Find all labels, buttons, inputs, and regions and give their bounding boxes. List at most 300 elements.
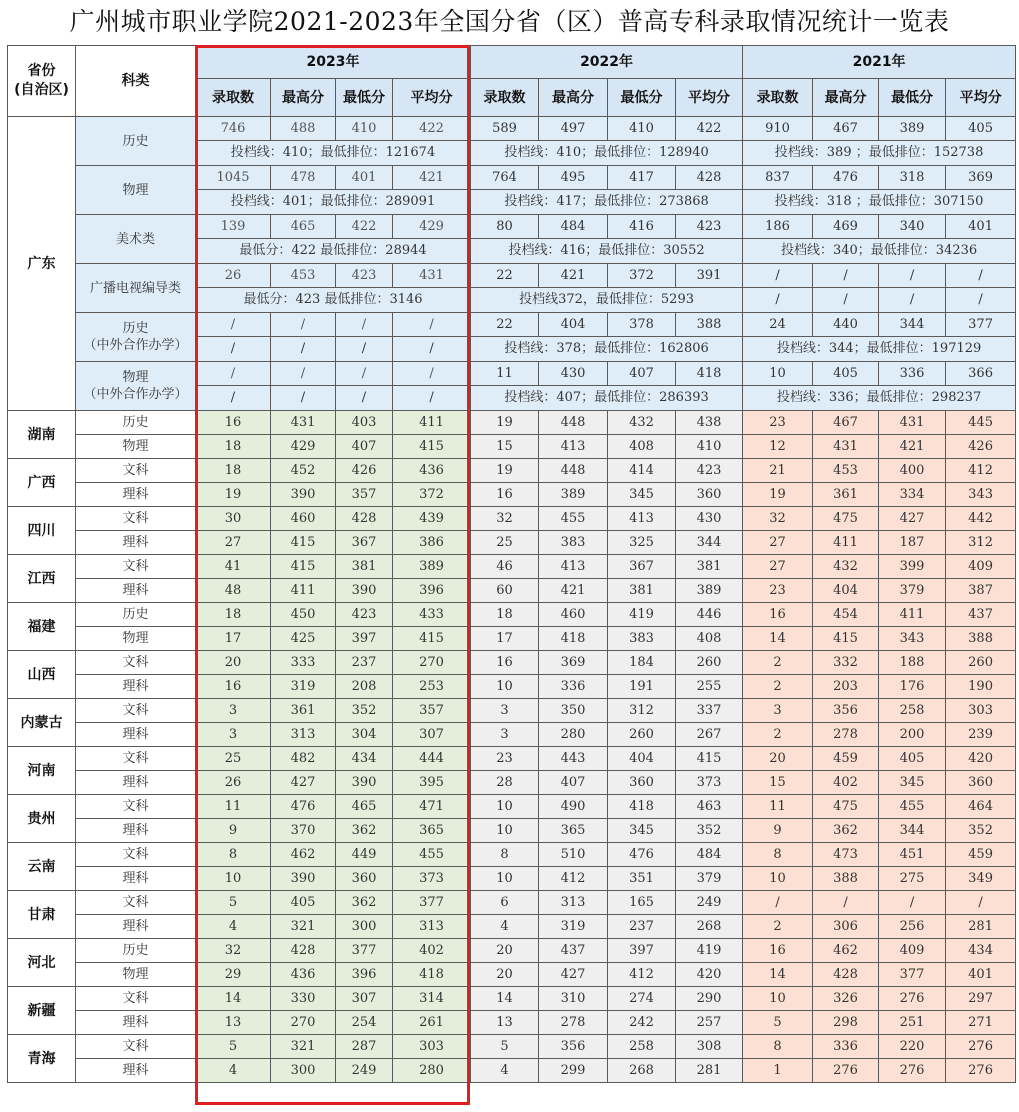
value-cell: 253 bbox=[393, 675, 471, 699]
table-row bbox=[8, 603, 1016, 627]
value-cell: 388 bbox=[813, 867, 879, 891]
value-cell: 452 bbox=[271, 459, 336, 483]
value-cell: 46 bbox=[471, 555, 539, 579]
value-cell: 421 bbox=[539, 264, 608, 288]
value-cell: 415 bbox=[271, 555, 336, 579]
note-cell-2022: 投档线：410；最低排位：128940 bbox=[471, 141, 743, 166]
value-cell: 437 bbox=[946, 603, 1016, 627]
value-cell: 1045 bbox=[196, 166, 271, 190]
value-cell: 281 bbox=[676, 1059, 743, 1083]
table-row bbox=[8, 166, 1016, 190]
value-cell: 444 bbox=[393, 747, 471, 771]
value-cell: 437 bbox=[539, 939, 608, 963]
value-cell: 478 bbox=[271, 166, 336, 190]
value-cell: 4 bbox=[471, 915, 539, 939]
province-cell: 山西 bbox=[8, 651, 76, 699]
province-cell: 江西 bbox=[8, 555, 76, 603]
value-cell: 431 bbox=[271, 411, 336, 435]
province-cell: 新疆 bbox=[8, 987, 76, 1035]
value-cell: 451 bbox=[879, 843, 946, 867]
category-cell: 文科 bbox=[76, 987, 196, 1011]
value-cell: 249 bbox=[676, 891, 743, 915]
value-cell: 488 bbox=[271, 117, 336, 141]
value-cell: 80 bbox=[471, 215, 539, 239]
value-cell: 20 bbox=[471, 963, 539, 987]
value-cell: 367 bbox=[608, 555, 676, 579]
value-cell: 428 bbox=[336, 507, 393, 531]
value-cell: / bbox=[393, 337, 471, 362]
value-cell: 1 bbox=[743, 1059, 813, 1083]
value-cell: 321 bbox=[271, 1035, 336, 1059]
category-cell: 历史 bbox=[76, 939, 196, 963]
value-cell: 278 bbox=[813, 723, 879, 747]
value-cell: 426 bbox=[946, 435, 1016, 459]
value-cell: 2 bbox=[743, 723, 813, 747]
value-cell: 307 bbox=[393, 723, 471, 747]
value-cell: 280 bbox=[539, 723, 608, 747]
table-row bbox=[8, 411, 1016, 435]
category-cell: 理科 bbox=[76, 675, 196, 699]
value-cell: 454 bbox=[813, 603, 879, 627]
table-row bbox=[8, 915, 1016, 939]
value-cell: 436 bbox=[393, 459, 471, 483]
value-cell: 418 bbox=[393, 963, 471, 987]
value-cell: 336 bbox=[813, 1035, 879, 1059]
value-cell: 326 bbox=[813, 987, 879, 1011]
note-cell-2023: 投档线：410；最低排位：121674 bbox=[196, 141, 471, 166]
value-cell: 19 bbox=[196, 483, 271, 507]
header-metric-3: 平均分 bbox=[946, 79, 1016, 117]
value-cell: 476 bbox=[271, 795, 336, 819]
value-cell: 415 bbox=[393, 627, 471, 651]
value-cell: 391 bbox=[676, 264, 743, 288]
value-cell: 418 bbox=[676, 362, 743, 386]
value-cell: 306 bbox=[813, 915, 879, 939]
value-cell: 409 bbox=[946, 555, 1016, 579]
value-cell: 455 bbox=[879, 795, 946, 819]
value-cell: 14 bbox=[743, 627, 813, 651]
value-cell: 10 bbox=[743, 362, 813, 386]
note-cell-2021: 投档线：344；最低排位：197129 bbox=[743, 337, 1016, 362]
value-cell: 369 bbox=[539, 651, 608, 675]
value-cell: 402 bbox=[813, 771, 879, 795]
value-cell: 239 bbox=[946, 723, 1016, 747]
value-cell: 415 bbox=[813, 627, 879, 651]
value-cell: 276 bbox=[946, 1059, 1016, 1083]
value-cell: / bbox=[393, 313, 471, 337]
value-cell: 300 bbox=[271, 1059, 336, 1083]
value-cell: / bbox=[813, 891, 879, 915]
value-cell: 9 bbox=[743, 819, 813, 843]
value-cell: 411 bbox=[813, 531, 879, 555]
value-cell: 344 bbox=[676, 531, 743, 555]
header-metric-2: 最低分 bbox=[608, 79, 676, 117]
value-cell: 10 bbox=[743, 867, 813, 891]
value-cell: / bbox=[879, 288, 946, 313]
value-cell: 3 bbox=[743, 699, 813, 723]
value-cell: 429 bbox=[271, 435, 336, 459]
value-cell: 268 bbox=[676, 915, 743, 939]
value-cell: 413 bbox=[539, 435, 608, 459]
category-cell: 理科 bbox=[76, 915, 196, 939]
value-cell: 399 bbox=[879, 555, 946, 579]
value-cell: 276 bbox=[946, 1035, 1016, 1059]
value-cell: / bbox=[743, 288, 813, 313]
value-cell: 415 bbox=[393, 435, 471, 459]
value-cell: 357 bbox=[336, 483, 393, 507]
note-cell-2021: 投档线：318 ；最低排位：307150 bbox=[743, 190, 1016, 215]
value-cell: 423 bbox=[336, 264, 393, 288]
value-cell: 23 bbox=[743, 579, 813, 603]
value-cell: 414 bbox=[608, 459, 676, 483]
header-metric-0: 录取数 bbox=[471, 79, 539, 117]
value-cell: 411 bbox=[393, 411, 471, 435]
value-cell: 278 bbox=[539, 1011, 608, 1035]
table-row bbox=[8, 939, 1016, 963]
value-cell: 464 bbox=[946, 795, 1016, 819]
value-cell: 303 bbox=[946, 699, 1016, 723]
value-cell: 381 bbox=[336, 555, 393, 579]
value-cell: 467 bbox=[813, 117, 879, 141]
province-cell: 河北 bbox=[8, 939, 76, 987]
value-cell: 318 bbox=[879, 166, 946, 190]
header-category: 科类 bbox=[76, 46, 196, 117]
value-cell: 299 bbox=[539, 1059, 608, 1083]
table-row bbox=[8, 699, 1016, 723]
category-cell: 物理 bbox=[76, 435, 196, 459]
value-cell: 5 bbox=[196, 1035, 271, 1059]
value-cell: / bbox=[196, 337, 271, 362]
value-cell: 188 bbox=[879, 651, 946, 675]
value-cell: 16 bbox=[471, 651, 539, 675]
value-cell: 260 bbox=[676, 651, 743, 675]
value-cell: 427 bbox=[271, 771, 336, 795]
value-cell: / bbox=[813, 288, 879, 313]
value-cell: 475 bbox=[813, 507, 879, 531]
value-cell: 420 bbox=[946, 747, 1016, 771]
value-cell: 427 bbox=[539, 963, 608, 987]
value-cell: 27 bbox=[743, 555, 813, 579]
value-cell: / bbox=[336, 386, 393, 411]
table-row bbox=[8, 723, 1016, 747]
value-cell: 11 bbox=[471, 362, 539, 386]
header-metric-0: 录取数 bbox=[743, 79, 813, 117]
value-cell: 764 bbox=[471, 166, 539, 190]
value-cell: 420 bbox=[676, 963, 743, 987]
value-cell: 325 bbox=[608, 531, 676, 555]
category-cell: 物理 （中外合作办学） bbox=[76, 362, 196, 411]
value-cell: 396 bbox=[393, 579, 471, 603]
value-cell: 32 bbox=[471, 507, 539, 531]
value-cell: 6 bbox=[471, 891, 539, 915]
value-cell: 343 bbox=[879, 627, 946, 651]
value-cell: 352 bbox=[676, 819, 743, 843]
value-cell: 459 bbox=[813, 747, 879, 771]
header-province: 省份 (自治区) bbox=[8, 46, 76, 117]
value-cell: 404 bbox=[813, 579, 879, 603]
value-cell: 418 bbox=[539, 627, 608, 651]
value-cell: 484 bbox=[539, 215, 608, 239]
value-cell: / bbox=[946, 264, 1016, 288]
value-cell: 379 bbox=[879, 579, 946, 603]
province-cell: 广西 bbox=[8, 459, 76, 507]
province-cell: 青海 bbox=[8, 1035, 76, 1083]
value-cell: 165 bbox=[608, 891, 676, 915]
value-cell: 23 bbox=[743, 411, 813, 435]
value-cell: 344 bbox=[879, 819, 946, 843]
value-cell: 3 bbox=[471, 699, 539, 723]
value-cell: 261 bbox=[393, 1011, 471, 1035]
table-row bbox=[8, 963, 1016, 987]
value-cell: 484 bbox=[676, 843, 743, 867]
value-cell: 442 bbox=[946, 507, 1016, 531]
value-cell: 10 bbox=[471, 819, 539, 843]
value-cell: 407 bbox=[336, 435, 393, 459]
value-cell: 405 bbox=[271, 891, 336, 915]
value-cell: 254 bbox=[336, 1011, 393, 1035]
category-cell: 理科 bbox=[76, 579, 196, 603]
value-cell: 9 bbox=[196, 819, 271, 843]
value-cell: 449 bbox=[336, 843, 393, 867]
value-cell: 373 bbox=[393, 867, 471, 891]
note-cell-2021: 投档线：340；最低排位：34236 bbox=[743, 239, 1016, 264]
value-cell: 271 bbox=[946, 1011, 1016, 1035]
value-cell: 412 bbox=[946, 459, 1016, 483]
value-cell: 361 bbox=[813, 483, 879, 507]
value-cell: 443 bbox=[539, 747, 608, 771]
value-cell: 237 bbox=[608, 915, 676, 939]
table-row bbox=[8, 313, 1016, 337]
value-cell: 415 bbox=[271, 531, 336, 555]
table-row bbox=[8, 531, 1016, 555]
value-cell: 333 bbox=[271, 651, 336, 675]
value-cell: 257 bbox=[676, 1011, 743, 1035]
value-cell: 405 bbox=[813, 362, 879, 386]
value-cell: 473 bbox=[813, 843, 879, 867]
category-cell: 文科 bbox=[76, 1035, 196, 1059]
category-cell: 历史 bbox=[76, 603, 196, 627]
header-metric-3: 平均分 bbox=[393, 79, 471, 117]
value-cell: 5 bbox=[471, 1035, 539, 1059]
value-cell: 41 bbox=[196, 555, 271, 579]
value-cell: 459 bbox=[946, 843, 1016, 867]
value-cell: 2 bbox=[743, 651, 813, 675]
value-cell: 415 bbox=[676, 747, 743, 771]
value-cell: / bbox=[271, 313, 336, 337]
value-cell: 345 bbox=[879, 771, 946, 795]
value-cell: 304 bbox=[336, 723, 393, 747]
category-cell: 理科 bbox=[76, 483, 196, 507]
value-cell: 260 bbox=[608, 723, 676, 747]
value-cell: 471 bbox=[393, 795, 471, 819]
value-cell: 390 bbox=[271, 483, 336, 507]
value-cell: 446 bbox=[676, 603, 743, 627]
note-cell-2022: 投档线：407；最低排位：286393 bbox=[471, 386, 743, 411]
value-cell: 445 bbox=[946, 411, 1016, 435]
value-cell: 15 bbox=[471, 435, 539, 459]
header-metric-3: 平均分 bbox=[676, 79, 743, 117]
category-cell: 文科 bbox=[76, 651, 196, 675]
value-cell: 275 bbox=[879, 867, 946, 891]
value-cell: 184 bbox=[608, 651, 676, 675]
value-cell: 2 bbox=[743, 675, 813, 699]
value-cell: 251 bbox=[879, 1011, 946, 1035]
value-cell: 258 bbox=[879, 699, 946, 723]
value-cell: 390 bbox=[271, 867, 336, 891]
note-cell-2022: 投档线：417；最低排位：273868 bbox=[471, 190, 743, 215]
table-row bbox=[8, 843, 1016, 867]
value-cell: / bbox=[879, 891, 946, 915]
value-cell: 475 bbox=[813, 795, 879, 819]
value-cell: 434 bbox=[336, 747, 393, 771]
value-cell: 356 bbox=[539, 1035, 608, 1059]
value-cell: 313 bbox=[271, 723, 336, 747]
value-cell: 589 bbox=[471, 117, 539, 141]
value-cell: 400 bbox=[879, 459, 946, 483]
table-row bbox=[8, 507, 1016, 531]
value-cell: 377 bbox=[879, 963, 946, 987]
value-cell: 343 bbox=[946, 483, 1016, 507]
value-cell: 32 bbox=[196, 939, 271, 963]
value-cell: 312 bbox=[946, 531, 1016, 555]
value-cell: 426 bbox=[336, 459, 393, 483]
value-cell: / bbox=[271, 386, 336, 411]
value-cell: 18 bbox=[196, 459, 271, 483]
value-cell: 465 bbox=[271, 215, 336, 239]
value-cell: 22 bbox=[471, 313, 539, 337]
value-cell: 362 bbox=[813, 819, 879, 843]
header-year-2: 2021年 bbox=[743, 46, 1016, 79]
value-cell: 281 bbox=[946, 915, 1016, 939]
value-cell: 8 bbox=[196, 843, 271, 867]
category-cell: 文科 bbox=[76, 555, 196, 579]
value-cell: 203 bbox=[813, 675, 879, 699]
value-cell: 428 bbox=[271, 939, 336, 963]
value-cell: / bbox=[196, 313, 271, 337]
value-cell: 280 bbox=[393, 1059, 471, 1083]
value-cell: 16 bbox=[471, 483, 539, 507]
value-cell: 360 bbox=[336, 867, 393, 891]
value-cell: 397 bbox=[608, 939, 676, 963]
value-cell: 427 bbox=[879, 507, 946, 531]
value-cell: 176 bbox=[879, 675, 946, 699]
note-cell-2023: 最低分：422 最低排位：28944 bbox=[196, 239, 471, 264]
value-cell: 369 bbox=[946, 166, 1016, 190]
value-cell: 405 bbox=[879, 747, 946, 771]
value-cell: 401 bbox=[946, 215, 1016, 239]
value-cell: 4 bbox=[471, 1059, 539, 1083]
value-cell: 3 bbox=[196, 699, 271, 723]
value-cell: / bbox=[336, 362, 393, 386]
value-cell: 20 bbox=[743, 747, 813, 771]
value-cell: 276 bbox=[879, 987, 946, 1011]
header-metric-1: 最高分 bbox=[539, 79, 608, 117]
value-cell: 421 bbox=[539, 579, 608, 603]
value-cell: 362 bbox=[336, 819, 393, 843]
value-cell: 330 bbox=[271, 987, 336, 1011]
value-cell: 439 bbox=[393, 507, 471, 531]
value-cell: 18 bbox=[196, 603, 271, 627]
note-cell-2021: 投档线：389 ；最低排位：152738 bbox=[743, 141, 1016, 166]
value-cell: 18 bbox=[471, 603, 539, 627]
value-cell: 389 bbox=[393, 555, 471, 579]
value-cell: 319 bbox=[539, 915, 608, 939]
value-cell: 26 bbox=[196, 771, 271, 795]
value-cell: 422 bbox=[336, 215, 393, 239]
value-cell: 16 bbox=[743, 939, 813, 963]
value-cell: 397 bbox=[336, 627, 393, 651]
table-row bbox=[8, 483, 1016, 507]
value-cell: 186 bbox=[743, 215, 813, 239]
value-cell: / bbox=[196, 362, 271, 386]
header-year-0: 2023年 bbox=[196, 46, 471, 79]
value-cell: 448 bbox=[539, 411, 608, 435]
table-row bbox=[8, 675, 1016, 699]
value-cell: / bbox=[743, 264, 813, 288]
value-cell: 460 bbox=[271, 507, 336, 531]
value-cell: 497 bbox=[539, 117, 608, 141]
value-cell: 312 bbox=[608, 699, 676, 723]
value-cell: 365 bbox=[539, 819, 608, 843]
value-cell: 187 bbox=[879, 531, 946, 555]
value-cell: / bbox=[946, 891, 1016, 915]
value-cell: 383 bbox=[539, 531, 608, 555]
value-cell: 383 bbox=[608, 627, 676, 651]
category-cell: 理科 bbox=[76, 771, 196, 795]
value-cell: 440 bbox=[813, 313, 879, 337]
value-cell: 274 bbox=[608, 987, 676, 1011]
value-cell: 27 bbox=[196, 531, 271, 555]
value-cell: 300 bbox=[336, 915, 393, 939]
value-cell: 411 bbox=[271, 579, 336, 603]
value-cell: 11 bbox=[743, 795, 813, 819]
note-cell-2022: 投档线：378；最低排位：162806 bbox=[471, 337, 743, 362]
value-cell: 412 bbox=[539, 867, 608, 891]
value-cell: 298 bbox=[813, 1011, 879, 1035]
table-row bbox=[8, 651, 1016, 675]
value-cell: 260 bbox=[946, 651, 1016, 675]
value-cell: 12 bbox=[743, 435, 813, 459]
value-cell: 13 bbox=[196, 1011, 271, 1035]
value-cell: 388 bbox=[676, 313, 743, 337]
category-cell: 文科 bbox=[76, 507, 196, 531]
value-cell: 386 bbox=[393, 531, 471, 555]
value-cell: 455 bbox=[539, 507, 608, 531]
value-cell: 340 bbox=[879, 215, 946, 239]
value-cell: 297 bbox=[946, 987, 1016, 1011]
category-cell: 物理 bbox=[76, 166, 196, 215]
value-cell: 389 bbox=[879, 117, 946, 141]
table-row bbox=[8, 362, 1016, 386]
category-cell: 物理 bbox=[76, 627, 196, 651]
table-row bbox=[8, 1035, 1016, 1059]
value-cell: 381 bbox=[676, 555, 743, 579]
value-cell: 349 bbox=[946, 867, 1016, 891]
value-cell: 360 bbox=[676, 483, 743, 507]
province-cell: 云南 bbox=[8, 843, 76, 891]
category-cell: 历史 （中外合作办学） bbox=[76, 313, 196, 362]
value-cell: 16 bbox=[196, 411, 271, 435]
note-cell-2023: 最低分：423 最低排位：3146 bbox=[196, 288, 471, 313]
value-cell: 270 bbox=[271, 1011, 336, 1035]
value-cell: 438 bbox=[676, 411, 743, 435]
province-cell: 福建 bbox=[8, 603, 76, 651]
value-cell: 373 bbox=[676, 771, 743, 795]
value-cell: 453 bbox=[271, 264, 336, 288]
value-cell: 462 bbox=[271, 843, 336, 867]
value-cell: 482 bbox=[271, 747, 336, 771]
value-cell: 431 bbox=[813, 435, 879, 459]
